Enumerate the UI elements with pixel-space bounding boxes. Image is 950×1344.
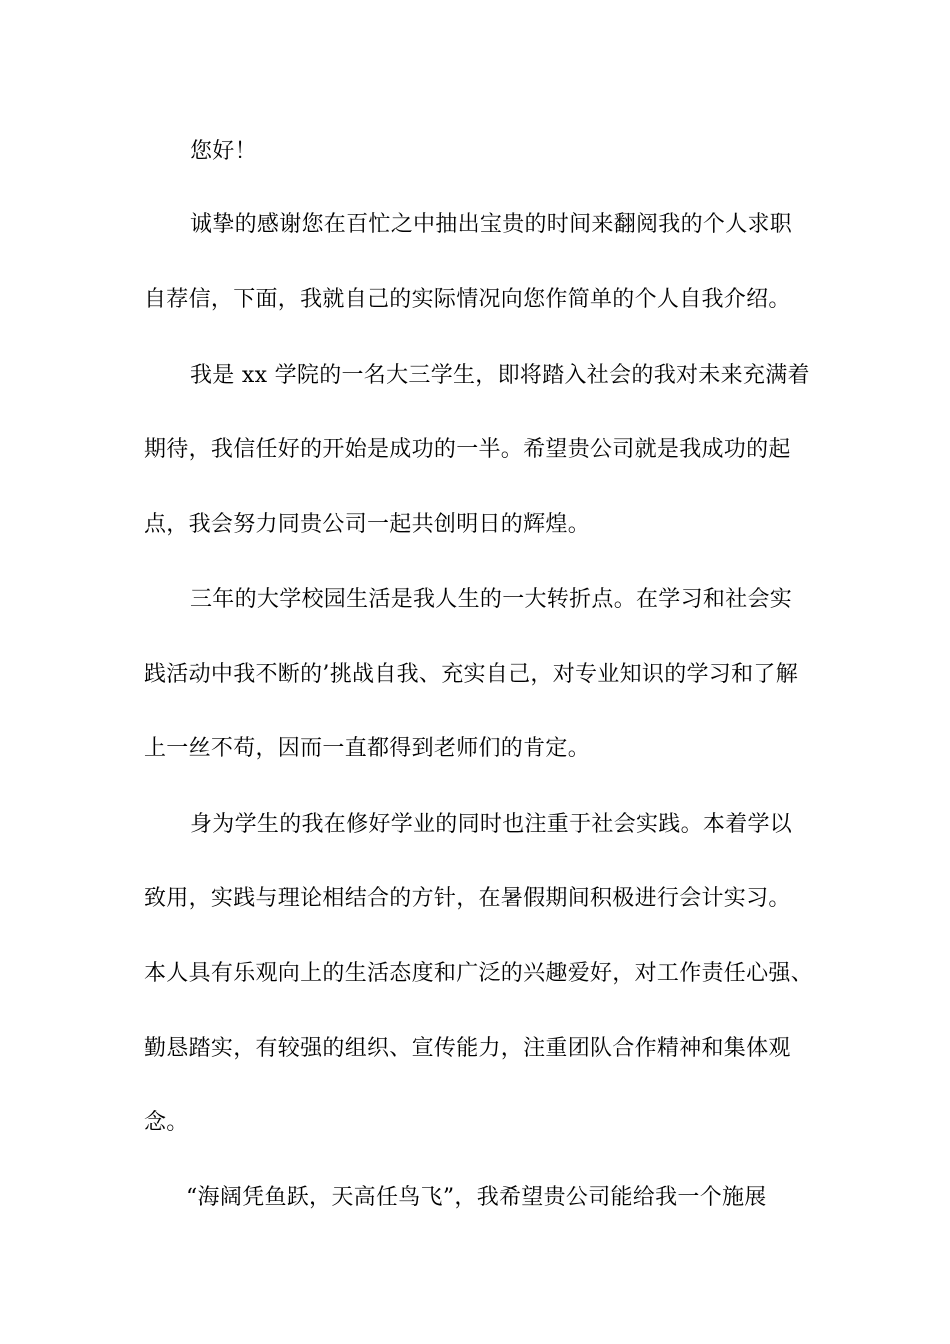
paragraph-line: 期待，我信任好的开始是成功的一半。希望贵公司就是我成功的起: [144, 437, 791, 462]
paragraph-line: 我是 xx 学院的一名大三学生，即将踏入社会的我对未来充满着: [190, 363, 810, 388]
paragraph-line: 致用，实践与理论相结合的方针，在暑假期间积极进行会计实习。: [144, 886, 791, 911]
paragraph-line: “海阔凭鱼跃，天高任鸟飞”，我希望贵公司能给我一个施展: [186, 1185, 767, 1210]
paragraph-line: 三年的大学校园生活是我人生的一大转折点。在学习和社会实: [190, 587, 793, 612]
paragraph-line: 念。: [144, 1110, 189, 1135]
paragraph-line: 诚挚的感谢您在百忙之中抽出宝贵的时间来翻阅我的个人求职: [190, 212, 793, 237]
paragraph-line: 自荐信，下面，我就自己的实际情况向您作简单的个人自我介绍。: [144, 287, 791, 312]
paragraph-line: 践活动中我不断的’挑战自我、充实自己，对专业知识的学习和了解: [144, 662, 798, 687]
paragraph-line: 身为学生的我在修好学业的同时也注重于社会实践。本着学以: [190, 812, 793, 837]
greeting-line: 您好！: [190, 139, 257, 164]
paragraph-line: 本人具有乐观向上的生活态度和广泛的兴趣爱好，对工作责任心强、: [144, 961, 814, 986]
paragraph-line: 勤恳踏实，有较强的组织、宣传能力，注重团队合作精神和集体观: [144, 1036, 791, 1061]
paragraph-line: 上一丝不苟，因而一直都得到老师们的肯定。: [144, 736, 591, 761]
paragraph-line: 点，我会努力同贵公司一起共创明日的辉煌。: [144, 512, 591, 537]
